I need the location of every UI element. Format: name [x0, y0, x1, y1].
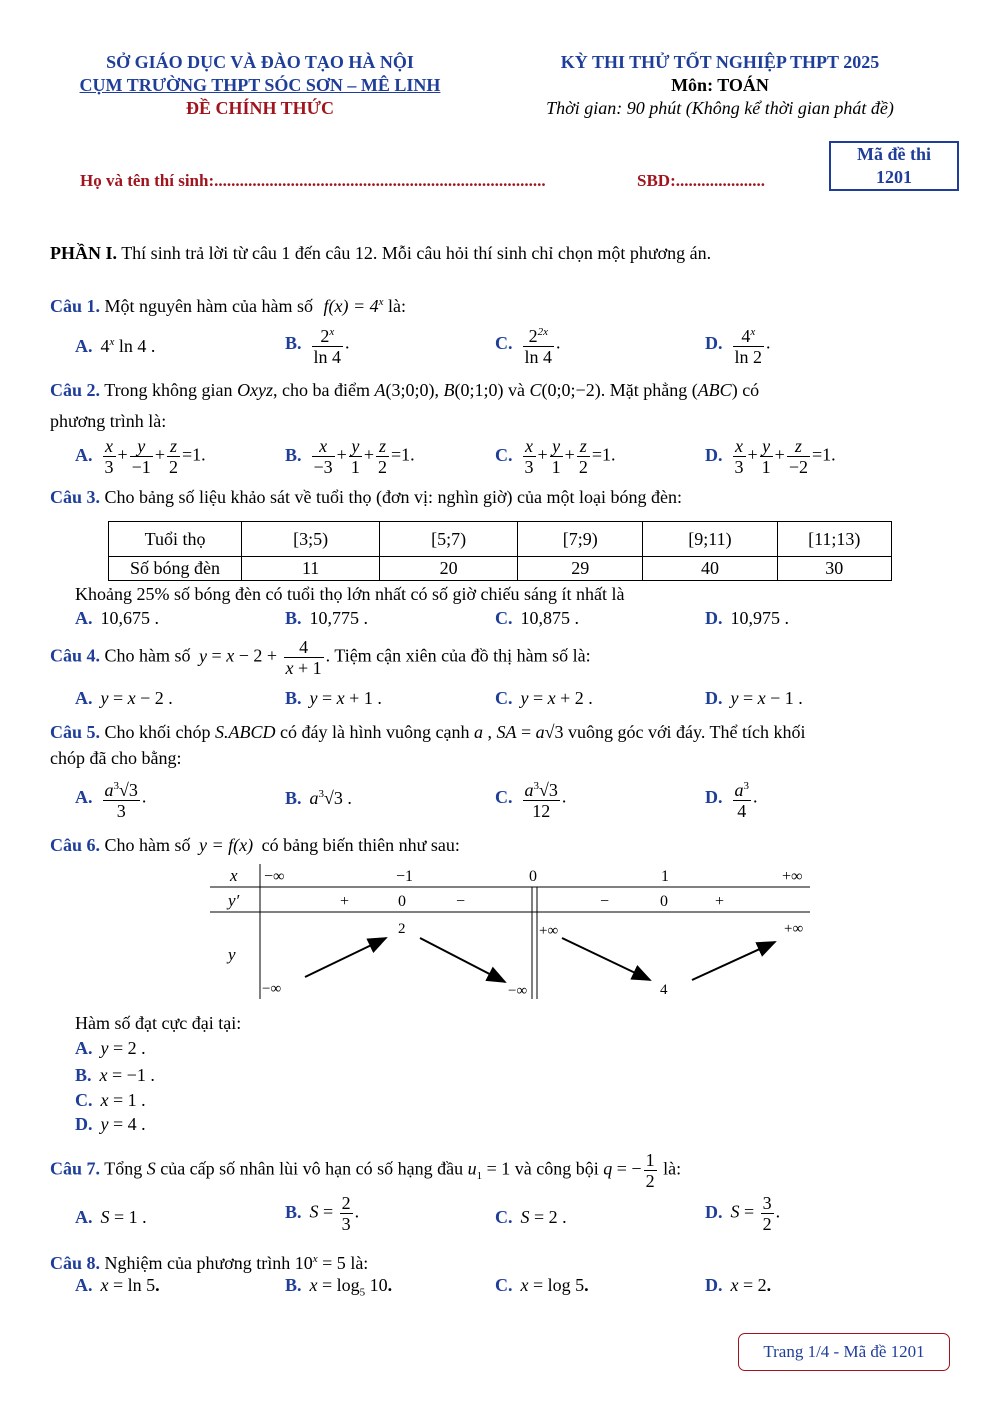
q3-interval: [11;13)	[777, 522, 891, 557]
q5-text1: Cho khối chóp	[104, 722, 211, 742]
q8-text-before: Nghiệm của phương trình	[104, 1253, 291, 1273]
q3-option-a: A. 10,675 .	[75, 608, 159, 628]
vt-arrow-up	[305, 938, 386, 977]
q3-table	[108, 521, 892, 581]
question-6: Câu 6. Cho hàm số y = f(x) có bảng biến thiên như sau:	[50, 835, 460, 855]
header-left-line3: ĐỀ CHÍNH THỨC	[185, 98, 335, 118]
vt-x-value: −1	[396, 868, 414, 885]
q2-option-b: B. $\frac{x}{-3}$ + $\frac{y}{1}$ + $\frac{z}{2}$ =1.	[285, 436, 415, 477]
question-5: Câu 5. Cho khối chóp S.ABCD có đáy là hình vuông cạnh a , SA = a√3 vuông góc với đáy. Thể tích khối	[50, 722, 806, 742]
question-8: Câu 8. Nghiệm của phương trình $10^x = 5$ là:	[50, 1253, 369, 1273]
q3-interval: [5;7)	[380, 522, 518, 557]
q3-label: Câu 3.	[50, 487, 101, 507]
q3-count: 11	[242, 557, 380, 581]
question-3	[50, 484, 955, 510]
q3-row2-header: Số bóng đèn	[109, 557, 242, 581]
q3-count: 20	[380, 557, 518, 581]
q1-option-d: D. $\frac{4^x}{\ln 2}$ .	[705, 322, 771, 367]
q5-option-d: D. $\frac{a^3}{4}$ .	[705, 776, 758, 821]
variation-table	[210, 862, 820, 1002]
q8-option-a: A. x = ln 5.	[75, 1275, 160, 1295]
q3-option-b: B. 10,775 .	[285, 608, 369, 628]
question-4: Câu 4. Cho hàm số y = x − 2 + $\frac{4}{x + 1}$ . Tiệm cận xiên của đồ thị hàm số là:	[50, 637, 591, 678]
q5-option-a: A. $\frac{a^3√3}{3}$ .	[75, 776, 146, 821]
q7-text1: Tổng	[104, 1158, 143, 1179]
vt-y-value: 2	[398, 921, 406, 937]
header-right-line2: Môn: TOÁN	[671, 75, 769, 95]
exam-code-label: Mã đề thi	[857, 144, 931, 164]
q7-option-b: B. S = $\frac{2}{3}$ .	[285, 1193, 360, 1234]
q8-label: Câu 8.	[50, 1253, 101, 1273]
vt-x-value: −∞	[264, 868, 285, 885]
header-left-line1: SỞ GIÁO DỤC VÀ ĐÀO TẠO HÀ NỘI	[106, 52, 414, 72]
q7-option-c: C. S = 2 .	[495, 1207, 567, 1227]
q7-text4: là:	[663, 1158, 682, 1179]
page-footer: Trang 1/4 - Mã đề 1201	[738, 1333, 950, 1371]
q7-option-d: D. S = $\frac{3}{2}$ .	[705, 1193, 781, 1234]
candidate-name-label: Họ và tên thí sinh:..............................................................................	[80, 171, 546, 190]
q3-count: 30	[777, 557, 891, 581]
q3-interval: [3;5)	[242, 522, 380, 557]
vt-x-value: 0	[529, 868, 537, 885]
question-1	[50, 289, 955, 319]
q2-option-d: D. $\frac{x}{3}$ + $\frac{y}{1}$ + $\frac{z}{-2}$ =1.	[705, 436, 836, 477]
vt-sign: −	[600, 893, 610, 910]
q6-text-before: Cho hàm số	[104, 835, 191, 855]
vt-y-value: −∞	[508, 983, 528, 999]
q2-label: Câu 2.	[50, 380, 101, 400]
vt-sign: +	[340, 893, 350, 910]
q4-text-before: Cho hàm số	[104, 645, 191, 666]
q4-label: Câu 4.	[50, 645, 101, 666]
exam-code-value: 1201	[876, 167, 912, 187]
q3-interval: [9;11)	[643, 522, 777, 557]
q2-text4: . Mặt phẳng	[600, 380, 688, 400]
q3-text: Cho bảng số liệu khảo sát về tuổi thọ (đơn vị: nghìn giờ) của một loại bóng đèn:	[104, 487, 682, 507]
q5-line2: chóp đã cho bằng:	[50, 748, 182, 768]
question-2: Câu 2. Trong không gian Oxyz, cho ba điểm A(3;0;0), B(0;1;0) và C(0;0;−2). Mặt phẳng (ABC) có	[50, 380, 760, 400]
q1-option-b: B. $\frac{2^x}{\ln 4}$ .	[285, 322, 350, 367]
vt-x-label: x	[230, 866, 238, 885]
q1-text-after: là:	[388, 296, 406, 316]
q1-option-c: C. $\frac{2^{2x}}{\ln 4}$ .	[495, 322, 561, 367]
vt-sign: +	[715, 893, 725, 910]
header-right-line3: Thời gian: 90 phút (Không kể thời gian phát đề)	[546, 98, 894, 118]
q6-option-d: D. y = 4 .	[75, 1114, 146, 1134]
vt-y-value: +∞	[539, 923, 559, 939]
q4-option-d: D. y = x − 1 .	[705, 688, 803, 708]
q6-text-after: có bảng biến thiên như sau:	[261, 835, 460, 855]
q3-interval: [7;9)	[518, 522, 643, 557]
q4-option-a: A. y = x − 2 .	[75, 688, 173, 708]
q2-text3: và	[508, 380, 526, 400]
q5-text2: có đáy là hình vuông cạnh	[280, 722, 470, 742]
vt-sign: 0	[660, 893, 668, 910]
part1-text: Thí sinh trả lời từ câu 1 đến câu 12. Mỗi câu hỏi thí sinh chỉ chọn một phương án.	[121, 243, 712, 263]
q6-question: Hàm số đạt cực đại tại:	[75, 1013, 242, 1033]
q3-count: 40	[643, 557, 777, 581]
vt-x-value: 1	[661, 868, 669, 885]
q2-option-c: C. $\frac{x}{3}$ + $\frac{y}{1}$ + $\frac{z}{2}$ =1.	[495, 436, 616, 477]
q3-question: Khoảng 25% số bóng đèn có tuổi thọ lớn nhất có số giờ chiếu sáng ít nhất là	[75, 584, 625, 604]
q7-option-a: A. S = 1 .	[75, 1207, 147, 1227]
q2-line2: phương trình là:	[50, 411, 167, 431]
vt-arrow-down	[420, 938, 505, 982]
part1-title: PHẦN I.	[50, 243, 117, 263]
q8-option-b: B. $x = \log_5 10$.	[285, 1275, 393, 1299]
q5-option-b: B. $a^3√3$ .	[285, 788, 352, 808]
question-7: Câu 7. Tổng S của cấp số nhân lùi vô hạn có số hạng đầu $u_1 = 1$ và công bội q = − $\frac{1}{2}$ là:	[50, 1150, 682, 1191]
q1-option-a: A. 4$^x$ ln 4 .	[75, 336, 156, 356]
q5-option-c: C. $\frac{a^3√3}{12}$ .	[495, 776, 566, 821]
q7-text3: và công bội	[514, 1158, 599, 1179]
vt-x-value: +∞	[782, 868, 803, 885]
q6-option-c: C. x = 1 .	[75, 1090, 146, 1110]
exam-code-box	[829, 141, 959, 191]
q2-option-a: A. $\frac{x}{3}$ + $\frac{y}{-1}$ + $\frac{z}{2}$ =1.	[75, 436, 206, 477]
q8-option-d: D. x = 2.	[705, 1275, 772, 1295]
q6-label: Câu 6.	[50, 835, 101, 855]
q6-option-b: B. x = −1 .	[75, 1065, 155, 1085]
q4-option-c: C. y = x + 2 .	[495, 688, 593, 708]
vt-arrow-up	[692, 942, 775, 980]
vt-sign: 0	[398, 893, 406, 910]
vt-y-label: y	[228, 945, 236, 964]
q2-text5: có	[742, 380, 760, 400]
q3-option-c: C. 10,875 .	[495, 608, 579, 628]
header-right-line1: KỲ THI THỬ TỐT NGHIỆP THPT 2025	[560, 52, 880, 72]
q8-text-after: là:	[350, 1253, 369, 1273]
q1-text-before: Một nguyên hàm của hàm số	[104, 296, 313, 316]
part1-instructions	[50, 240, 955, 266]
q5-text3: vuông góc với đáy. Thể tích khối	[568, 722, 806, 742]
q4-text-after: . Tiệm cận xiên của đồ thị hàm số là:	[325, 645, 591, 666]
q1-formula: $f(x) = 4^x$	[323, 296, 384, 316]
q1-label: Câu 1.	[50, 296, 101, 316]
q3-row1-header: Tuổi thọ	[109, 522, 242, 557]
vt-y-value: +∞	[784, 921, 804, 937]
q2-text2: , cho ba điểm	[273, 380, 371, 400]
q6-option-a: A. y = 2 .	[75, 1038, 146, 1058]
q4-option-b: B. y = x + 1 .	[285, 688, 382, 708]
q2-text1: Trong không gian	[104, 380, 233, 400]
q5-label: Câu 5.	[50, 722, 101, 742]
header-left-line2: CỤM TRƯỜNG THPT SÓC SƠN – MÊ LINH	[79, 75, 441, 95]
q8-option-c: C. x = log 5.	[495, 1275, 589, 1295]
vt-y-value: −∞	[262, 981, 282, 997]
q7-text2: của cấp số nhân lùi vô hạn có số hạng đầu	[160, 1158, 464, 1179]
vt-arrow-down	[562, 938, 650, 980]
vt-sign: −	[456, 893, 466, 910]
q3-count: 29	[518, 557, 643, 581]
candidate-sbd-label: SBD:.....................	[637, 171, 765, 190]
q7-label: Câu 7.	[50, 1158, 101, 1179]
q3-option-d: D. 10,975 .	[705, 608, 789, 628]
vt-yp-label: y′	[228, 891, 240, 910]
vt-y-value: 4	[660, 982, 668, 998]
